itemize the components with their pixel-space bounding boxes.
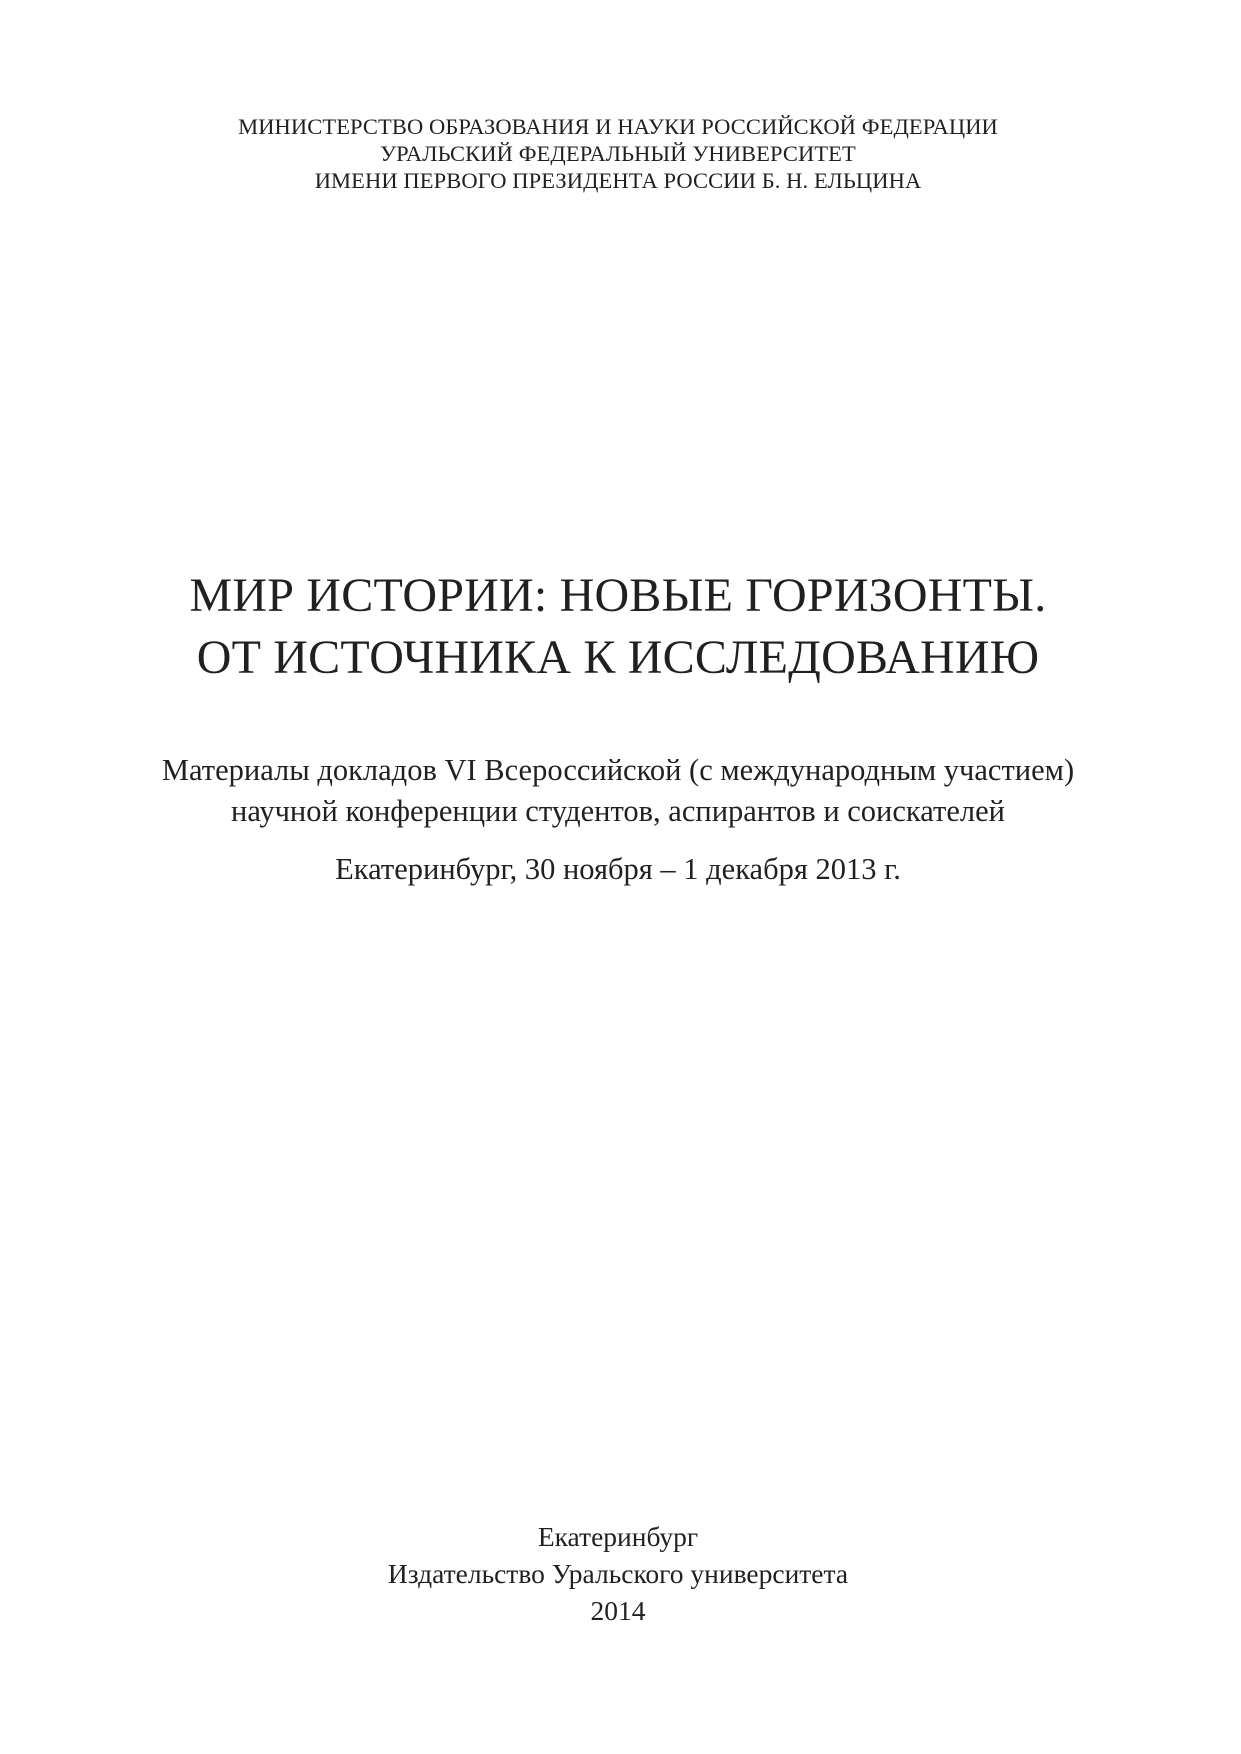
- imprint: [0, 1518, 1236, 1629]
- imprint-publisher: Издательство Уральского университета: [387, 1558, 849, 1589]
- ministry-line: МИНИСТЕРСТВО ОБРАЗОВАНИЯ И НАУКИ РОССИЙСКОЙ ФЕДЕРАЦИИ: [238, 114, 998, 139]
- book-title: [0, 565, 1236, 689]
- book-subtitle: [0, 750, 1236, 832]
- institution-header: [0, 113, 1236, 194]
- university-line: УРАЛЬСКИЙ ФЕДЕРАЛЬНЫЙ УНИВЕРСИТЕТ: [380, 141, 856, 166]
- conference-dateline: [0, 849, 1236, 890]
- subtitle-line-1: Материалы докладов VI Всероссийской (с международным участием): [161, 753, 1075, 787]
- imprint-year: 2014: [590, 1595, 646, 1626]
- title-line-1: МИР ИСТОРИИ: НОВЫЕ ГОРИЗОНТЫ.: [189, 569, 1047, 622]
- title-line-2: ОТ ИСТОЧНИКА К ИССЛЕДОВАНИЮ: [196, 631, 1040, 684]
- university-name-line: ИМЕНИ ПЕРВОГО ПРЕЗИДЕНТА РОССИИ Б. Н. ЕЛЬЦИНА: [314, 168, 922, 193]
- dateline-text: Екатеринбург, 30 ноября – 1 декабря 2013 г.: [335, 852, 901, 886]
- subtitle-line-2: научной конференции студентов, аспирантов и соискателей: [231, 794, 1005, 828]
- imprint-city: Екатеринбург: [537, 1521, 699, 1552]
